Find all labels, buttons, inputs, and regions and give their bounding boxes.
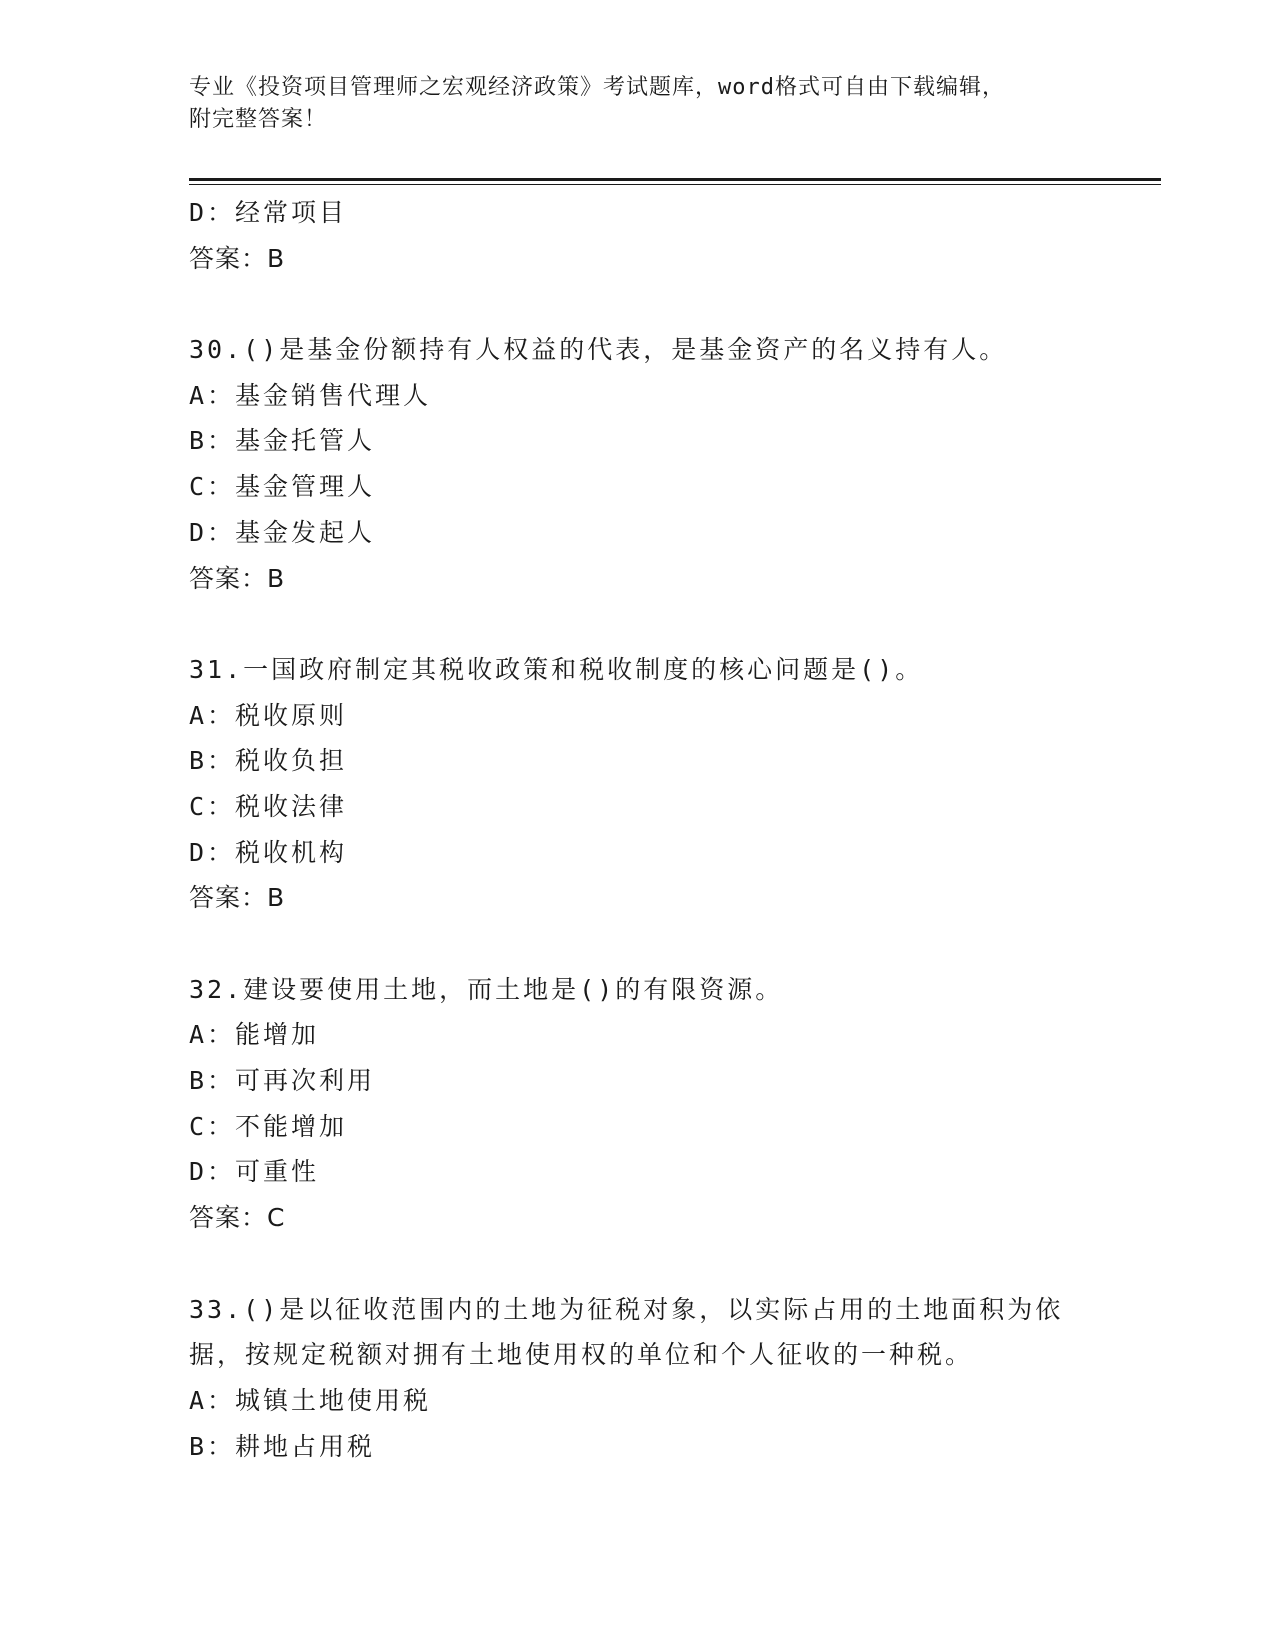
- previous-question-tail: [189, 190, 1089, 281]
- answer: 答案：C: [189, 1203, 286, 1233]
- option-b: B：基金托管人: [189, 426, 376, 456]
- option-c: C：基金管理人: [189, 472, 376, 502]
- option-d: D：可重性: [189, 1157, 320, 1187]
- header-line-1: 专业《投资项目管理师之宏观经济政策》考试题库，word格式可自由下载编辑，: [189, 75, 1005, 100]
- option-a: A：城镇土地使用税: [189, 1385, 432, 1415]
- question-stem-line-2: 据，按规定税额对拥有土地使用权的单位和个人征收的一种税。: [189, 1340, 974, 1370]
- option-a: A：基金销售代理人: [189, 380, 432, 410]
- question-30: [189, 327, 1089, 601]
- option-c: C：税收法律: [189, 791, 348, 821]
- header-line-2: 附完整答案！: [189, 107, 328, 132]
- option-b: B：耕地占用税: [189, 1431, 376, 1461]
- answer: 答案：B: [189, 243, 286, 273]
- question-stem-line-1: 33.()是以征收范围内的土地为征税对象，以实际占用的土地面积为依: [189, 1294, 1064, 1324]
- question-stem: 31.一国政府制定其税收政策和税收制度的核心问题是()。: [189, 654, 924, 684]
- option-b: B：税收负担: [189, 746, 348, 776]
- header-divider-thick: [189, 178, 1161, 181]
- option-c: C：不能增加: [189, 1111, 348, 1141]
- option-d: D：基金发起人: [189, 517, 376, 547]
- option-a: A：税收原则: [189, 700, 348, 730]
- question-stem: 30.()是基金份额持有人权益的代表，是基金资产的名义持有人。: [189, 335, 1008, 365]
- option-d: D：经常项目: [189, 198, 348, 227]
- question-32: [189, 967, 1089, 1241]
- option-b: B：可再次利用: [189, 1066, 376, 1096]
- option-d: D：税收机构: [189, 837, 348, 867]
- question-31: [189, 647, 1089, 921]
- spacer: [189, 601, 1089, 647]
- spacer: [189, 1241, 1089, 1287]
- question-33: [189, 1287, 1089, 1470]
- answer: 答案：B: [189, 883, 286, 913]
- question-stem: 32.建设要使用土地，而土地是()的有限资源。: [189, 974, 784, 1004]
- option-a: A：能增加: [189, 1020, 320, 1050]
- spacer: [189, 921, 1089, 967]
- question-list: [189, 190, 1089, 1469]
- header-divider-thin: [189, 184, 1161, 185]
- document-header: [189, 72, 1089, 136]
- answer: 答案：B: [189, 563, 286, 593]
- spacer: [189, 281, 1089, 327]
